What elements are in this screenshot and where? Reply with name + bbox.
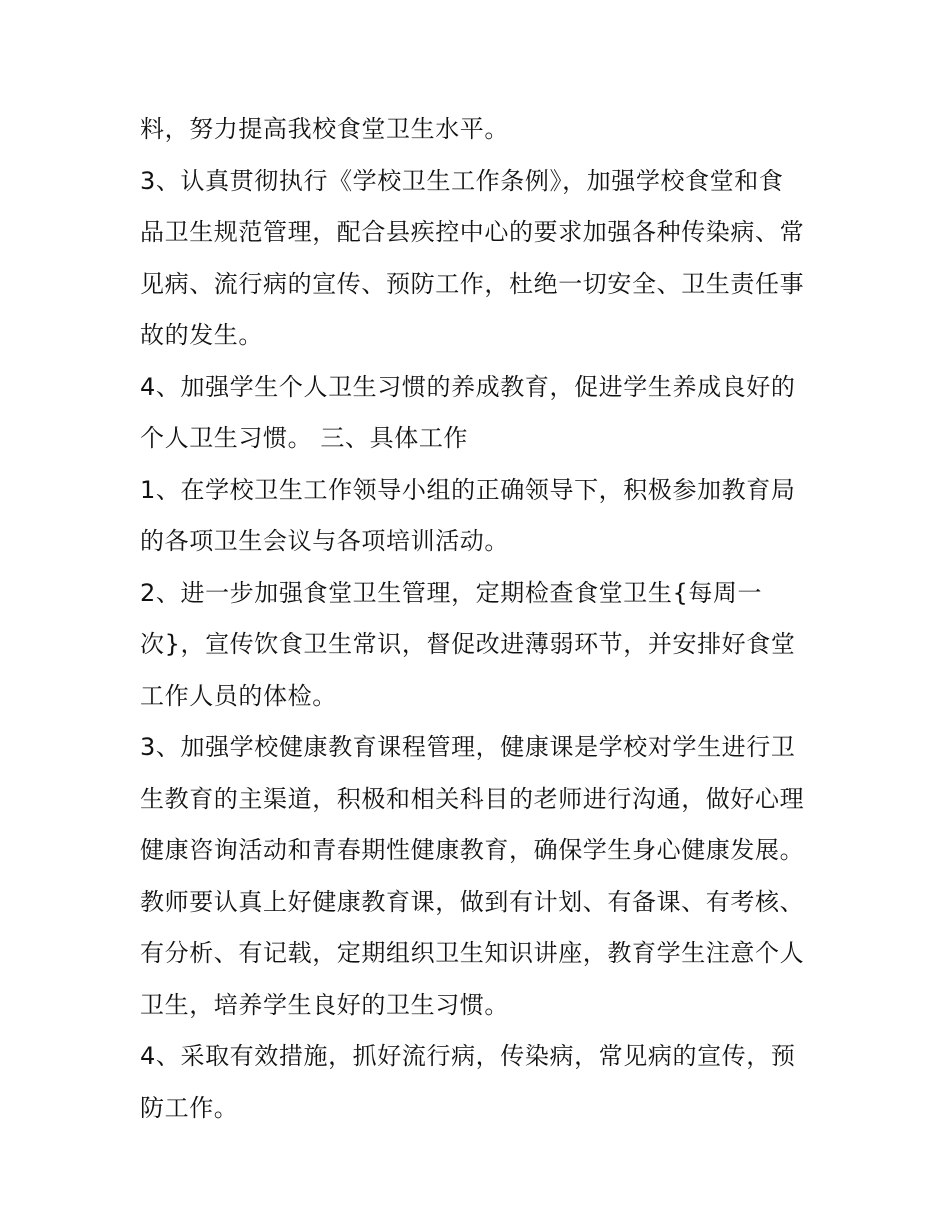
text-line: 1、在学校卫生工作领导小组的正确领导下，积极参加教育局 (140, 475, 796, 504)
text-line: 有分析、有记载，定期组织卫生知识讲座，教育学生注意个人 (140, 939, 805, 967)
text-line: 3、认真贯彻执行《学校卫生工作条例》，加强学校食堂和食 (140, 166, 784, 195)
text-line: 生教育的主渠道，积极和相关科目的老师进行沟通，做好心理 (140, 784, 805, 813)
text-line: 个人卫生习惯。 三、具体工作 (140, 424, 469, 452)
text-line: 的各项卫生会议与各项培训活动。 (140, 527, 509, 555)
document-body (140, 104, 820, 1134)
text-line: 健康咨询活动和青春期性健康教育，确保学生身心健康发展。 (140, 836, 805, 864)
text-line: 教师要认真上好健康教育课，做到有计划、有备课、有考核、 (140, 887, 805, 916)
text-line: 3、加强学校健康教育课程管理，健康课是学校对学生进行卫 (140, 733, 796, 761)
text-line: 次}，宣传饮食卫生常识，督促改进薄弱环节，并安排好食堂 (140, 630, 796, 658)
text-line: 料，努力提高我校食堂卫生水平。 (140, 115, 509, 143)
text-line: 防工作。 (140, 1093, 239, 1122)
text-line: 4、采取有效措施，抓好流行病，传染病，常见病的宣传，预 (140, 1042, 796, 1070)
text-line: 故的发生。 (140, 321, 263, 349)
text-line: 品卫生规范管理，配合县疾控中心的要求加强各种传染病、常 (140, 218, 805, 246)
text-line: 卫生，培养学生良好的卫生习惯。 (140, 990, 509, 1019)
text-line: 2、进一步加强食堂卫生管理，定期检查食堂卫生{每周一 (140, 578, 763, 607)
text-line: 4、加强学生个人卫生习惯的养成教育，促进学生养成良好的 (140, 372, 796, 401)
text-line: 见病、流行病的宣传、预防工作，杜绝一切安全、卫生责任事 (140, 269, 805, 298)
text-line: 工作人员的体检。 (140, 681, 337, 710)
